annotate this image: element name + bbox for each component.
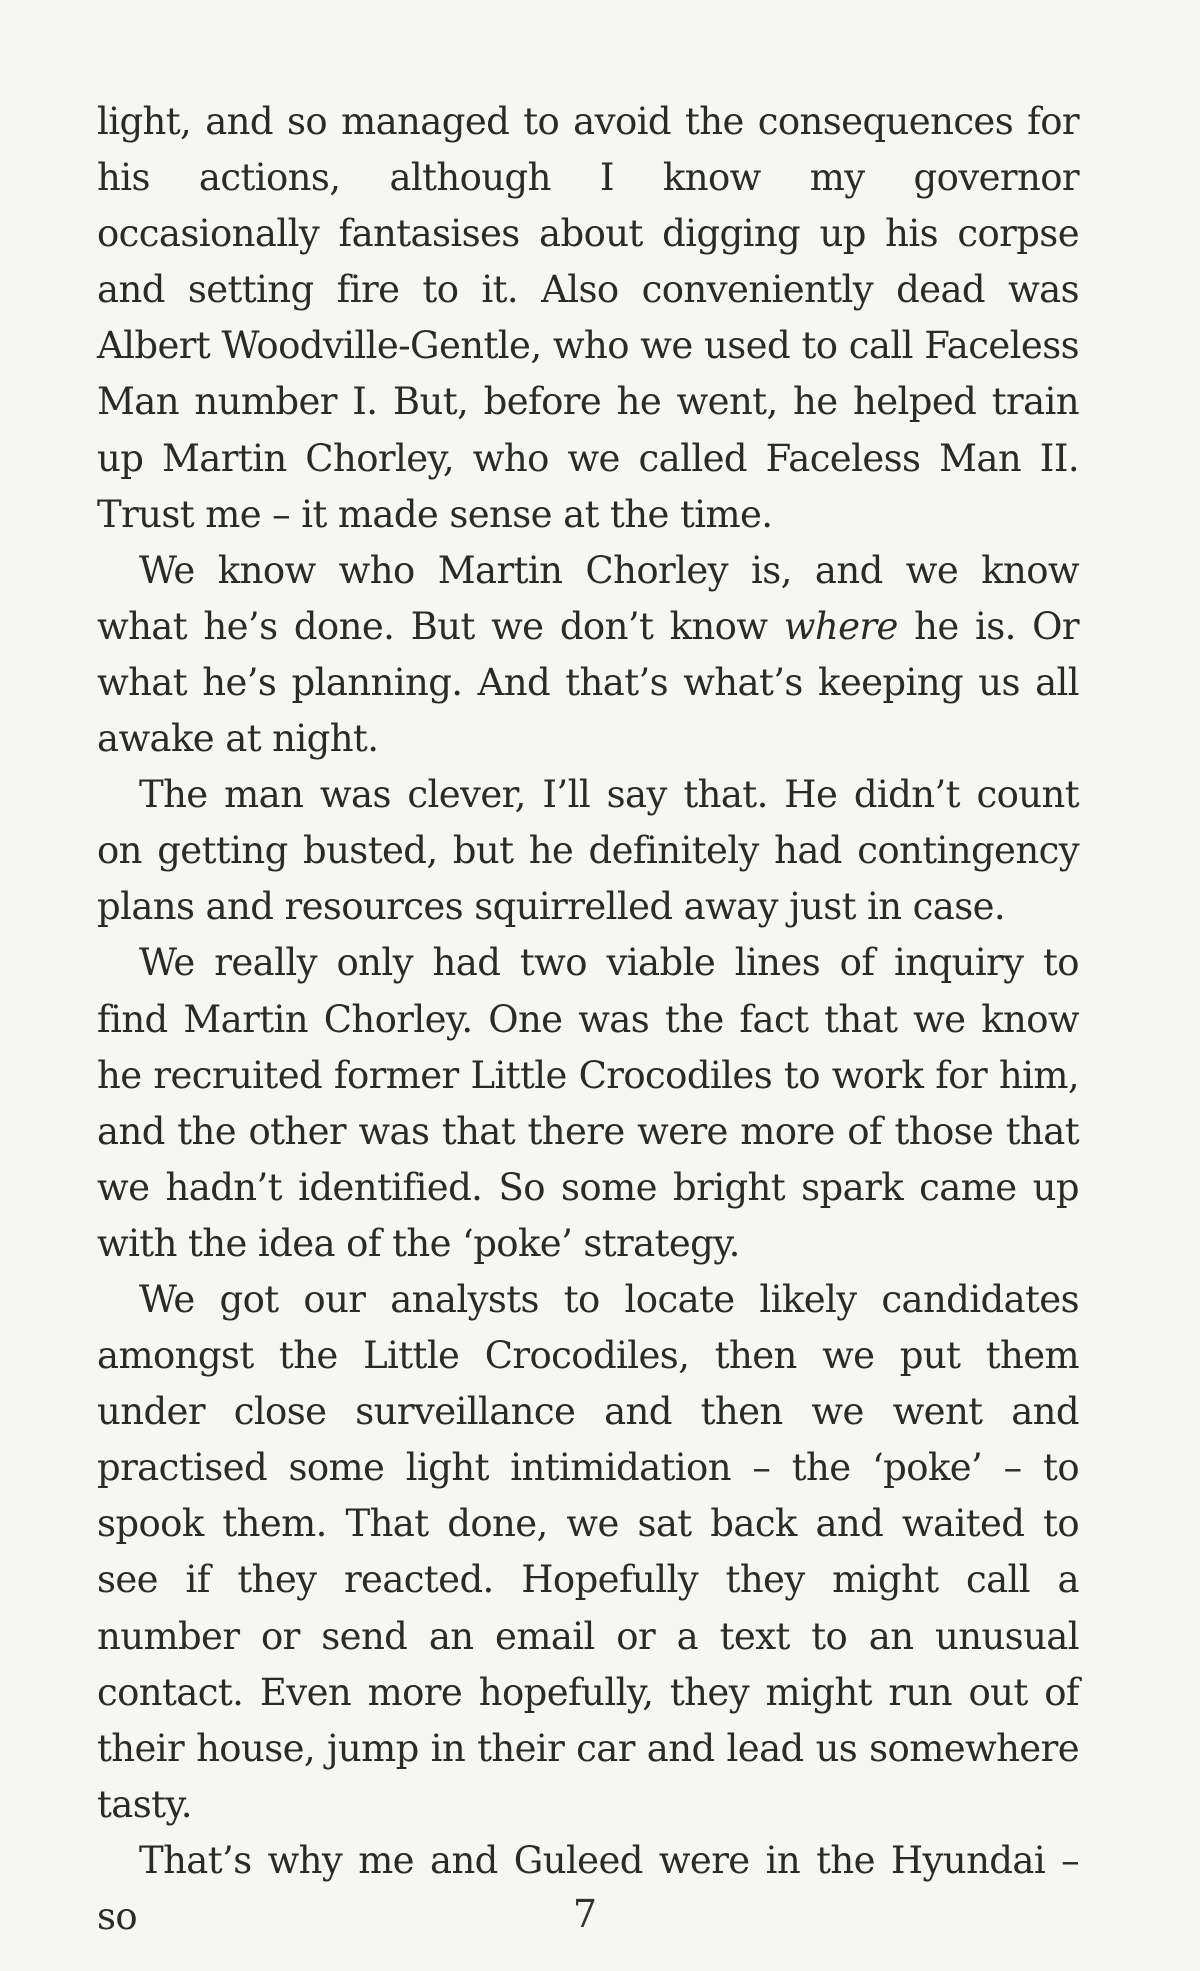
paragraph-4: We really only had two viable lines of inquiry to find Martin Chorley. One was the fact that we know he recruited former Little Crocodiles to work for him, and the other was that there were more of those that we hadn’t identified. So some bright spark came up with the idea of the ‘poke’ strategy. bbox=[97, 941, 1079, 1265]
paragraph-3: The man was clever, I’ll say that. He didn’t count on getting busted, but he definitely had contingency plans and resources squirrelled away just in case. bbox=[97, 773, 1079, 929]
emphasis-where: where bbox=[783, 604, 898, 648]
paragraph-2-end: he is. Or what he’s planning. And that’s what’s keeping us all awake at night. bbox=[97, 604, 1079, 761]
paragraph-2 bbox=[97, 543, 1079, 767]
paragraph-2-start: We know who Martin Chorley is, and we know what he’s done. But we don’t know bbox=[97, 548, 1079, 648]
paragraph-5: We got our analysts to locate likely candidates amongst the Little Crocodiles, then we put them under close surveillance and then we went and practised some light intimidation – the ‘poke’ – to spook them. That done, we sat back and waited to see if they reacted. Hopefully they might call a number or send an email or a text to an unusual contact. Even more hopefully, they might run out of their house, jump in their car and lead us somewhere tasty. bbox=[97, 1277, 1079, 1826]
paragraph-6: That’s why me and Guleed were in the Hyundai – so bbox=[97, 1838, 1079, 1938]
page-number: 7 bbox=[572, 1892, 598, 1936]
paragraph-1: light, and so managed to avoid the consequences for his actions, although I know my governor occasionally fantasises about digging up his corpse and setting fire to it. Also conveniently dead was Albert Woodville-Gentle, who we used to call Faceless Man number I. But, before he went, he helped train up Martin Chorley, who we called Faceless Man II. Trust me – it made sense at the time. bbox=[97, 100, 1079, 536]
body-text bbox=[97, 94, 1079, 1945]
